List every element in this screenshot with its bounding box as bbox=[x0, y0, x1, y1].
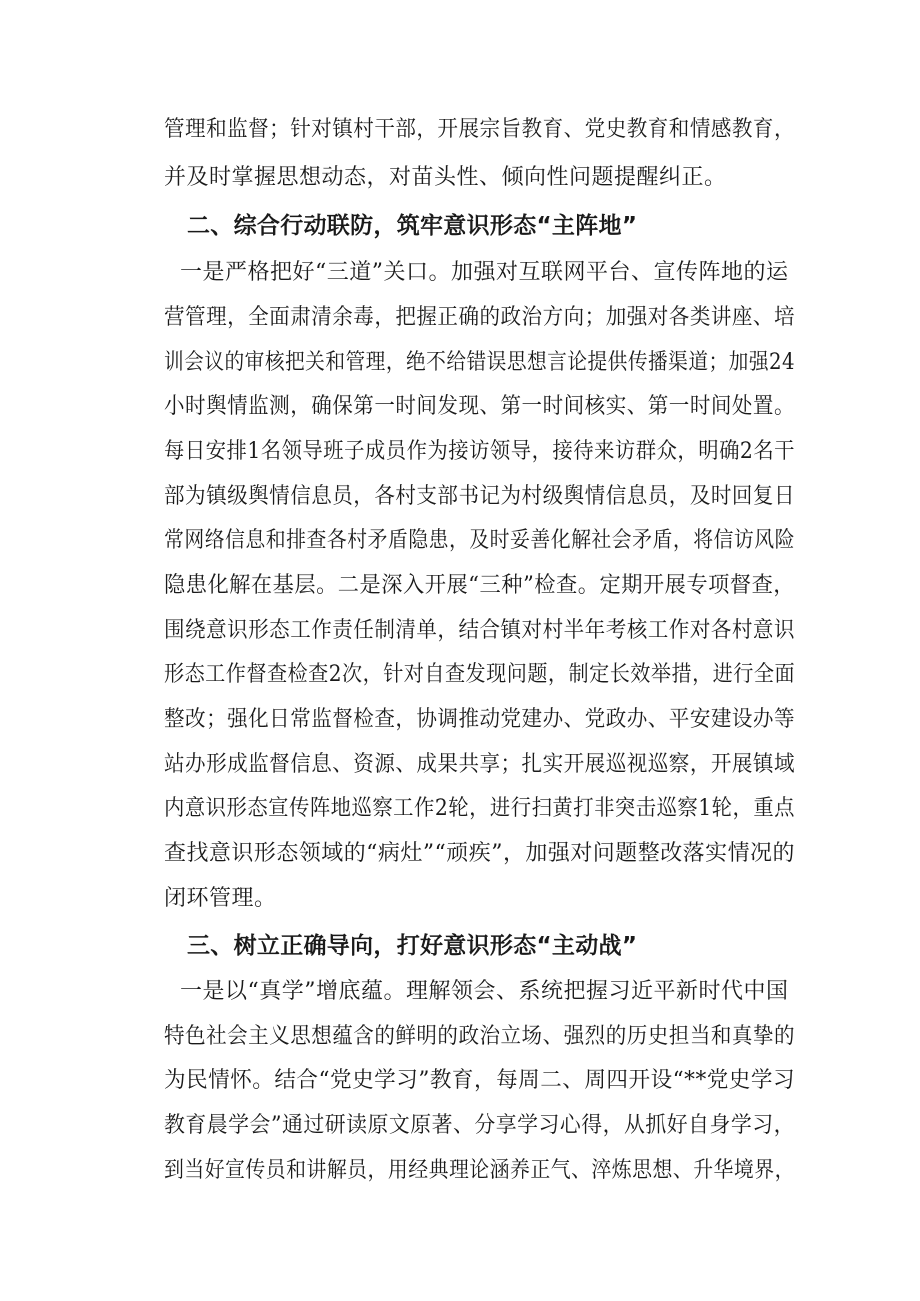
paragraph-line bbox=[0, 437, 920, 467]
text-line: 教育晨学会”通过研读原文原著、分享学习心得，从抓好自身学习， bbox=[164, 1113, 795, 1138]
paragraph-line bbox=[0, 303, 920, 333]
paragraph-line bbox=[0, 115, 920, 145]
paragraph-line bbox=[0, 1156, 920, 1186]
text-line: 部为镇级舆情信息员，各村支部书记为村级舆情信息员，及时回复日 bbox=[164, 484, 796, 509]
section-heading bbox=[0, 211, 920, 241]
text-line: 营管理，全面肃清余毒，把握正确的政治方向；加强对各类讲座、培 bbox=[164, 305, 796, 330]
section-heading bbox=[0, 931, 920, 961]
heading-text: 三、树立正确导向，打好意识形态“主动战” bbox=[187, 933, 638, 959]
paragraph-line bbox=[0, 1022, 920, 1052]
paragraph-line bbox=[0, 348, 920, 378]
text-line: 闭环管理。 bbox=[164, 886, 277, 911]
paragraph-line bbox=[0, 1111, 920, 1141]
text-line: 站办形成监督信息、资源、成果共享；扎实开展巡视巡察，开展镇域 bbox=[164, 752, 796, 777]
paragraph-line bbox=[0, 839, 920, 869]
paragraph-line bbox=[0, 705, 920, 735]
paragraph-line bbox=[0, 526, 920, 556]
paragraph-line bbox=[0, 392, 920, 422]
text-line: 到当好宣传员和讲解员，用经典理论涵养正气、淬炼思想、升华境界， bbox=[164, 1158, 795, 1183]
paragraph-line bbox=[0, 163, 920, 193]
paragraph-line bbox=[0, 660, 920, 690]
paragraph-line bbox=[0, 482, 920, 512]
paragraph-line bbox=[0, 616, 920, 646]
paragraph-line bbox=[0, 750, 920, 780]
text-line: 围绕意识形态工作责任制清单，结合镇对村半年考核工作对各村意识 bbox=[164, 618, 796, 643]
text-line: 管理和监督；针对镇村干部，开展宗旨教育、党史教育和情感教育， bbox=[164, 117, 796, 142]
text-line: 常网络信息和排查各村矛盾隐患，及时妥善化解社会矛盾，将信访风险 bbox=[164, 528, 795, 553]
text-line: 每日安排1名领导班子成员作为接访领导，接待来访群众，明确2名干 bbox=[164, 439, 796, 464]
text-line: 隐患化解在基层。二是深入开展“三种”检查。定期开展专项督查， bbox=[164, 573, 796, 598]
paragraph-line bbox=[0, 794, 920, 824]
text-line: 一是以“真学”增底蕴。理解领会、系统把握习近平新时代中国 bbox=[180, 979, 789, 1004]
text-line: 查找意识形态领域的“病灶”“顽疾”，加强对问题整改落实情况的 bbox=[164, 841, 795, 866]
paragraph-line bbox=[0, 977, 920, 1007]
text-line: 形态工作督查检查2次，针对自查发现问题，制定长效举措，进行全面 bbox=[164, 662, 796, 687]
heading-text: 二、综合行动联防，筑牢意识形态“主阵地” bbox=[187, 213, 638, 239]
text-line: 为民情怀。结合“党史学习”教育，每周二、周四开设“**党史学习 bbox=[164, 1068, 796, 1093]
text-line: 小时舆情监测，确保第一时间发现、第一时间核实、第一时间处置。 bbox=[164, 394, 796, 419]
text-line: 并及时掌握思想动态，对苗头性、倾向性问题提醒纠正。 bbox=[164, 165, 727, 190]
paragraph-line bbox=[0, 571, 920, 601]
paragraph-line bbox=[0, 1066, 920, 1096]
paragraph-line bbox=[0, 258, 920, 288]
paragraph-line bbox=[0, 884, 920, 914]
text-line: 训会议的审核把关和管理，绝不给错误思想言论提供传播渠道；加强24 bbox=[164, 350, 795, 375]
text-line: 一是严格把好“三道”关口。加强对互联网平台、宣传阵地的运 bbox=[180, 260, 789, 285]
text-line: 内意识形态宣传阵地巡察工作2轮，进行扫黄打非突击巡察1轮，重点 bbox=[164, 796, 796, 821]
text-line: 特色社会主义思想蕴含的鲜明的政治立场、强烈的历史担当和真挚的 bbox=[164, 1024, 796, 1049]
text-line: 整改；强化日常监督检查，协调推动党建办、党政办、平安建设办等 bbox=[164, 707, 796, 732]
